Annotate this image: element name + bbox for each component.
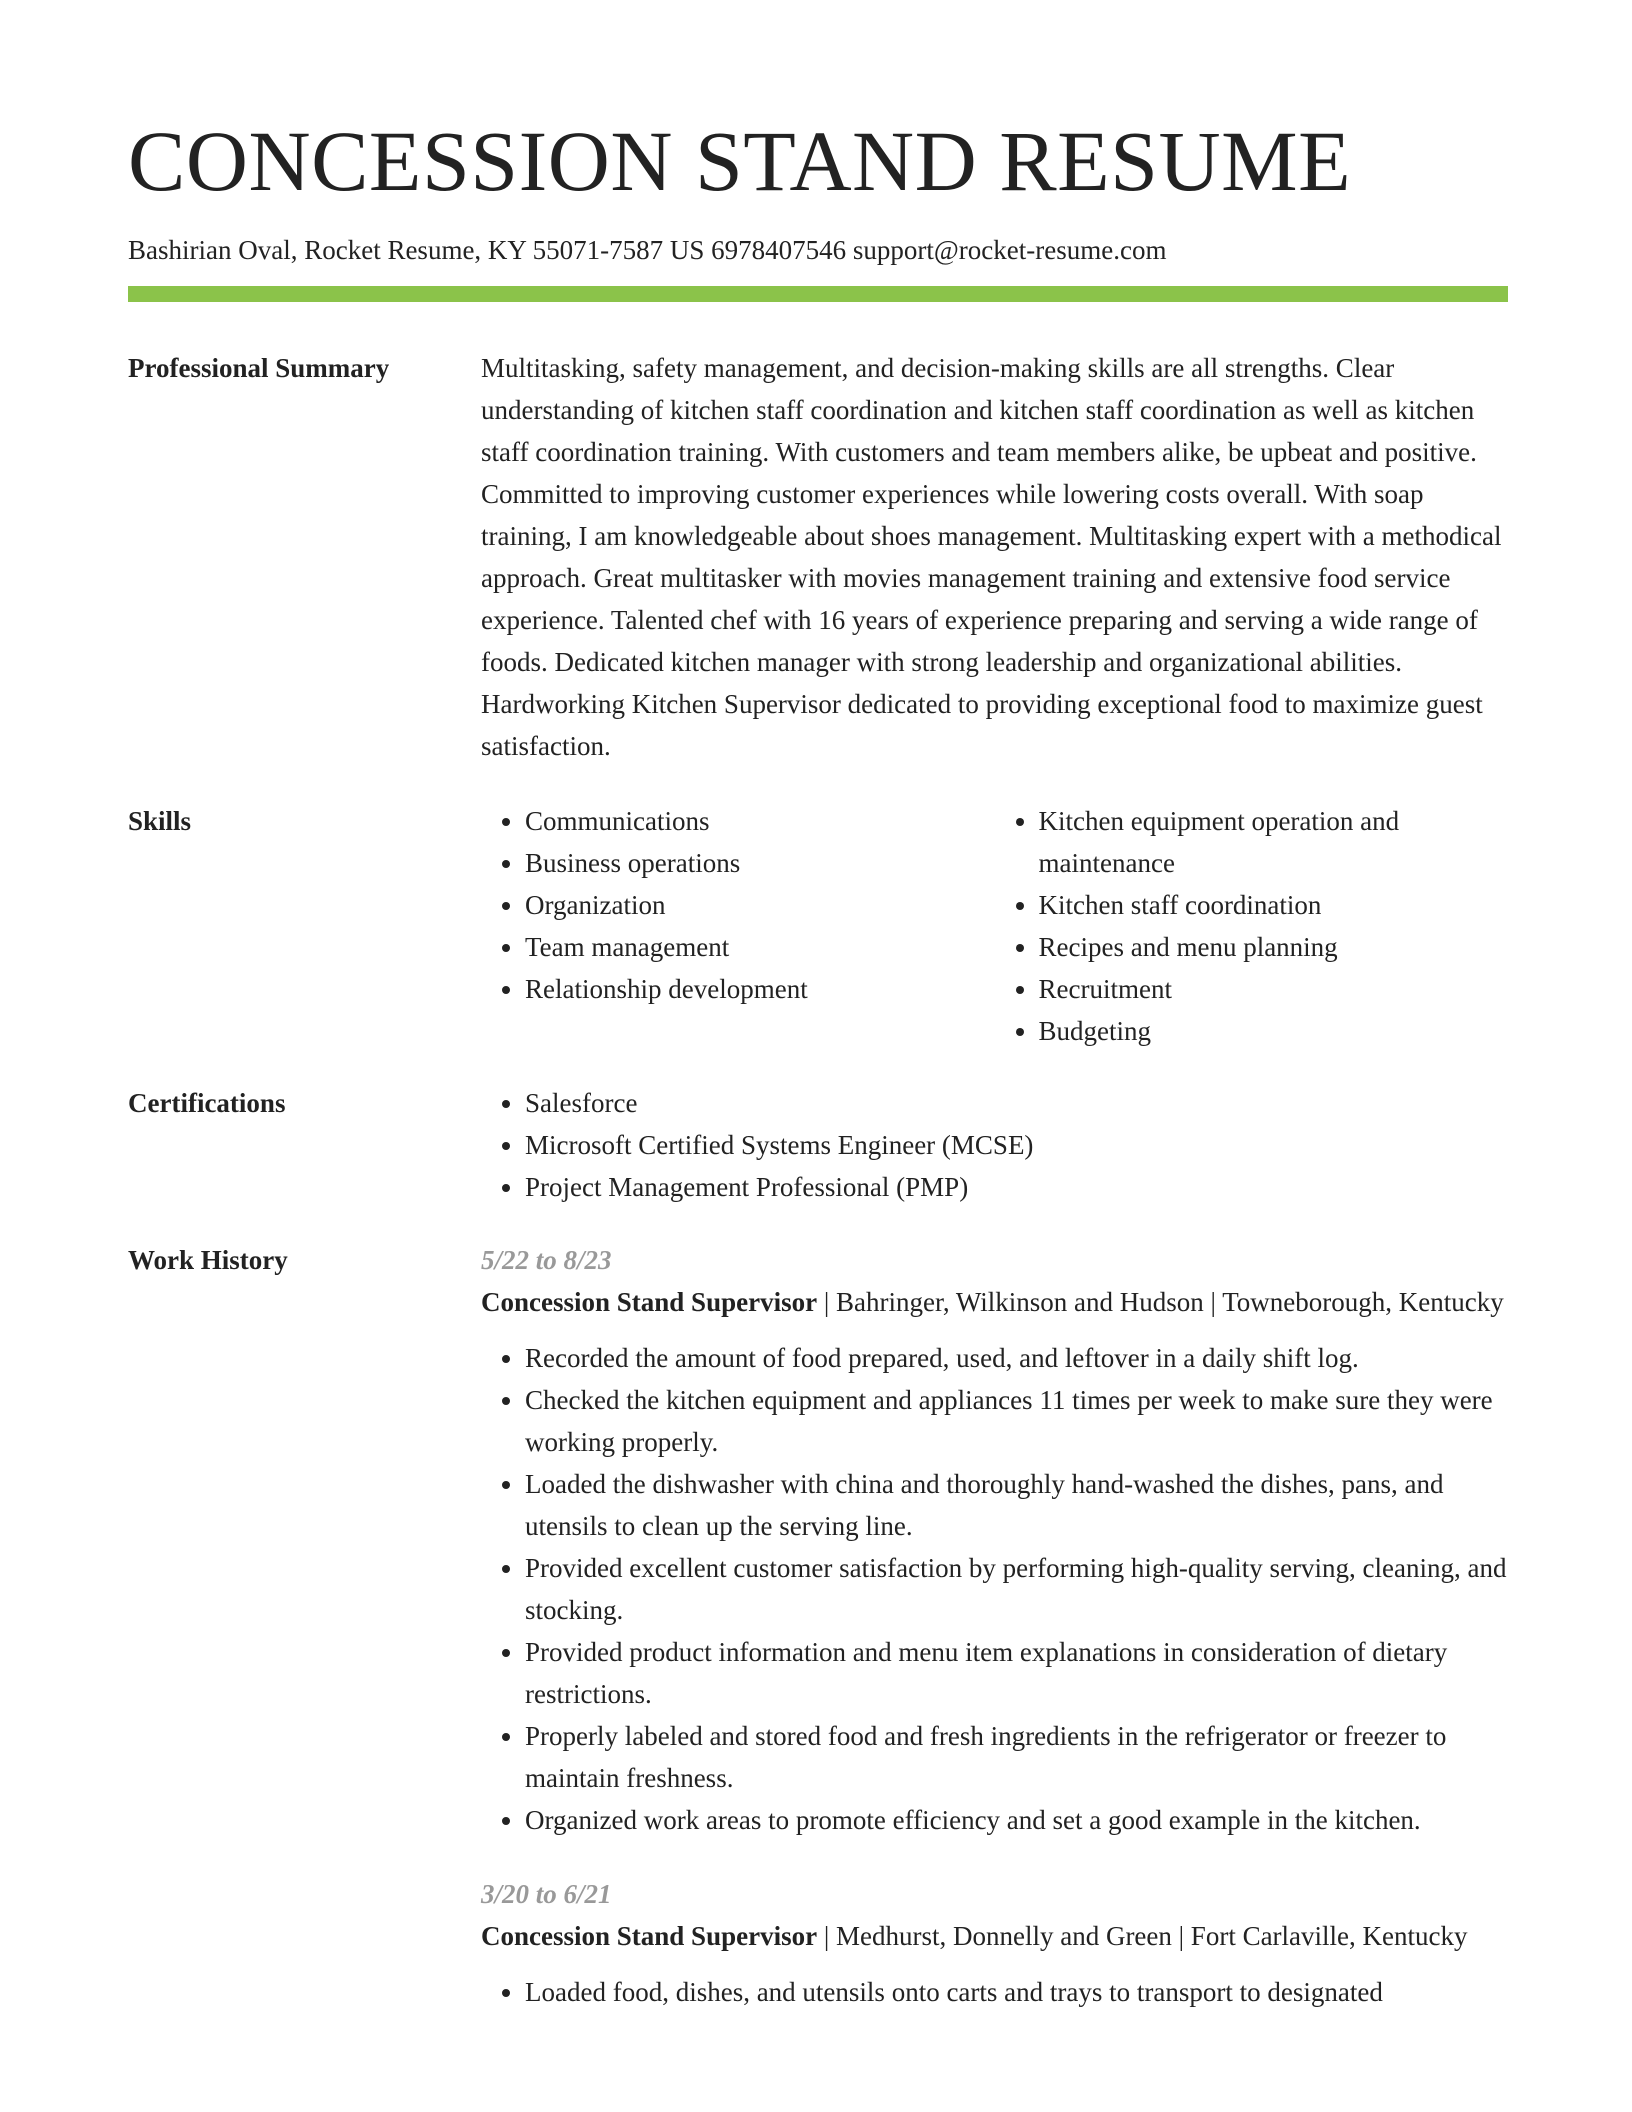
contact-line: Bashirian Oval, Rocket Resume, KY 55071-7587 US 6978407546 support@rocket-resume.com: [128, 235, 1167, 265]
job-bullet: • Properly labeled and stored food and fresh ingredients in the refrigerator or freezer to maintain freshness.: [525, 1715, 1508, 1799]
skill-item: • Recruitment: [1039, 968, 1509, 1010]
summary-text: Multitasking, safety management, and decision-making skills are all strengths. Clear understanding of kitchen staff coordination and kitchen staff coordination as well as kitchen staff coordination training. With customers and team members alike, be upbeat and positive. Committed to improving customer experiences while lowering costs overall. With soap training, I am knowledgeable about shoes management. Multitasking expert with a methodical approach. Great multitasker with movies management training and extensive food service experience. Talented chef with 16 years of experience preparing and serving a wide range of foods. Dedicated kitchen manager with strong leadership and organizational abilities. Hardworking Kitchen Supervisor dedicated to providing exceptional food to maximize guest satisfaction.: [481, 353, 1502, 761]
job-bullet: • Provided product information and menu item explanations in consideration of dietary restrictions.: [525, 1631, 1508, 1715]
skills-label: Skills: [128, 806, 192, 836]
certifications-list: [481, 1082, 1508, 1208]
skill-item: • Recipes and menu planning: [1039, 926, 1509, 968]
skills-list-right: [995, 800, 1509, 1052]
job-bullet: • Organized work areas to promote efficiency and set a good example in the kitchen.: [525, 1799, 1508, 1841]
job-entry: [481, 1239, 1508, 1841]
skills-list-left: [481, 800, 995, 1052]
job-bullet: • Checked the kitchen equipment and appliances 11 times per week to make sure they were working properly.: [525, 1379, 1508, 1463]
summary-body: [481, 347, 1508, 767]
job-spacer: [481, 1841, 1508, 1873]
job-entry: [481, 1873, 1508, 2013]
certification-item: • Microsoft Certified Systems Engineer (MCSE): [525, 1124, 1508, 1166]
job-role: Concession Stand Supervisor: [481, 1287, 818, 1317]
skill-item: • Communications: [525, 800, 995, 842]
summary-label: Professional Summary: [128, 353, 390, 383]
job-dates: 5/22 to 8/23: [481, 1245, 612, 1275]
job-bullet: • Recorded the amount of food prepared, used, and leftover in a daily shift log.: [525, 1337, 1508, 1379]
job-heading: [481, 1915, 1508, 1957]
skill-item: • Kitchen equipment operation and maintenance: [1039, 800, 1509, 884]
job-bullet: • Loaded food, dishes, and utensils onto carts and trays to transport to designated: [525, 1971, 1508, 2013]
skills-body: [481, 800, 1508, 1052]
job-details: | Bahringer, Wilkinson and Hudson | Towneborough, Kentucky: [817, 1287, 1504, 1317]
work-history-body: [481, 1239, 1508, 2013]
skills-columns: [481, 800, 1508, 1052]
certifications-body: [481, 1082, 1508, 1208]
job-dates: 3/20 to 6/21: [481, 1879, 612, 1909]
skill-item: • Relationship development: [525, 968, 995, 1010]
resume-title: CONCESSION STAND RESUME: [128, 113, 1352, 209]
header-accent-rule: [128, 286, 1508, 302]
work-history-label: Work History: [128, 1245, 288, 1275]
job-heading: [481, 1281, 1508, 1323]
skill-item: • Team management: [525, 926, 995, 968]
certification-item: • Salesforce: [525, 1082, 1508, 1124]
job-bullets: [481, 1337, 1508, 1841]
skill-item: • Organization: [525, 884, 995, 926]
job-bullet: • Provided excellent customer satisfaction by performing high-quality serving, cleaning, and stocking.: [525, 1547, 1508, 1631]
skill-item: • Budgeting: [1039, 1010, 1509, 1052]
skill-item: • Business operations: [525, 842, 995, 884]
job-role: Concession Stand Supervisor: [481, 1921, 818, 1951]
job-bullet: • Loaded the dishwasher with china and thoroughly hand-washed the dishes, pans, and utensils to clean up the serving line.: [525, 1463, 1508, 1547]
certifications-label: Certifications: [128, 1088, 286, 1118]
job-details: | Medhurst, Donnelly and Green | Fort Carlaville, Kentucky: [817, 1921, 1468, 1951]
skill-item: • Kitchen staff coordination: [1039, 884, 1509, 926]
certification-item: • Project Management Professional (PMP): [525, 1166, 1508, 1208]
job-bullets: [481, 1971, 1508, 2013]
